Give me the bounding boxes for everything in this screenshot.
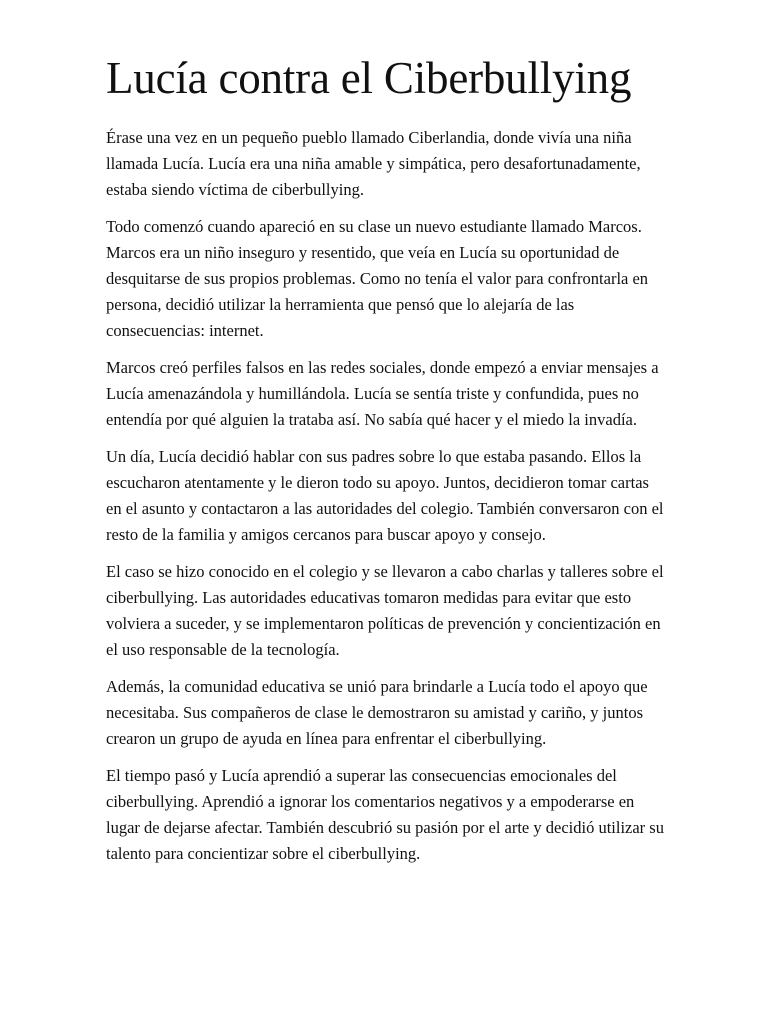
paragraph-1: Érase una vez en un pequeño pueblo llamado Ciberlandia, donde vivía una niña llamada Lucía. Lucía era una niña amable y simpática, pero desafortunadamente, estaba siendo víctima de ciberbullying. bbox=[106, 128, 641, 199]
paragraph-4: Un día, Lucía decidió hablar con sus padres sobre lo que estaba pasando. Ellos la escucharon atentamente y le dieron todo su apoyo. Juntos, decidieron tomar cartas en el asunto y contactaron a las autoridades del colegio. También conversaron con el resto de la familia y amigos cercanos para buscar apoyo y consejo. bbox=[106, 447, 664, 544]
paragraph-2: Todo comenzó cuando apareció en su clase un nuevo estudiante llamado Marcos. Marcos era un niño inseguro y resentido, que veía en Lucía su oportunidad de desquitarse de sus propios problemas. Como no tenía el valor para confrontarla en persona, decidió utilizar la herramienta que pensó que lo alejaría de las consecuencias: internet. bbox=[106, 217, 649, 340]
paragraph-5: El caso se hizo conocido en el colegio y se llevaron a cabo charlas y talleres sobre el ciberbullying. Las autoridades educativas tomaron medidas para evitar que esto volviera a suceder, y se implementaron políticas de prevención y concientización en el uso responsable de la tecnología. bbox=[106, 562, 664, 659]
document-title: Lucía contra el Ciberbullying bbox=[106, 53, 632, 103]
document-content bbox=[106, 50, 666, 878]
paragraph-3: Marcos creó perfiles falsos en las redes sociales, donde empezó a enviar mensajes a Lucía amenazándola y humillándola. Lucía se sentía triste y confundida, pues no entendía por qué alguien la trataba así. No sabía qué hacer y el miedo la invadía. bbox=[106, 358, 659, 429]
paragraph-7: El tiempo pasó y Lucía aprendió a superar las consecuencias emocionales del ciberbullying. Aprendió a ignorar los comentarios negativos y a empoderarse en lugar de dejarse afectar. También descubrió su pasión por el arte y decidió utilizar su talento para concientizar sobre el ciberbullying. bbox=[106, 766, 664, 863]
paragraph-6: Además, la comunidad educativa se unió para brindarle a Lucía todo el apoyo que necesitaba. Sus compañeros de clase le demostraron su amistad y cariño, y juntos crearon un grupo de ayuda en línea para enfrentar el ciberbullying. bbox=[106, 677, 648, 748]
